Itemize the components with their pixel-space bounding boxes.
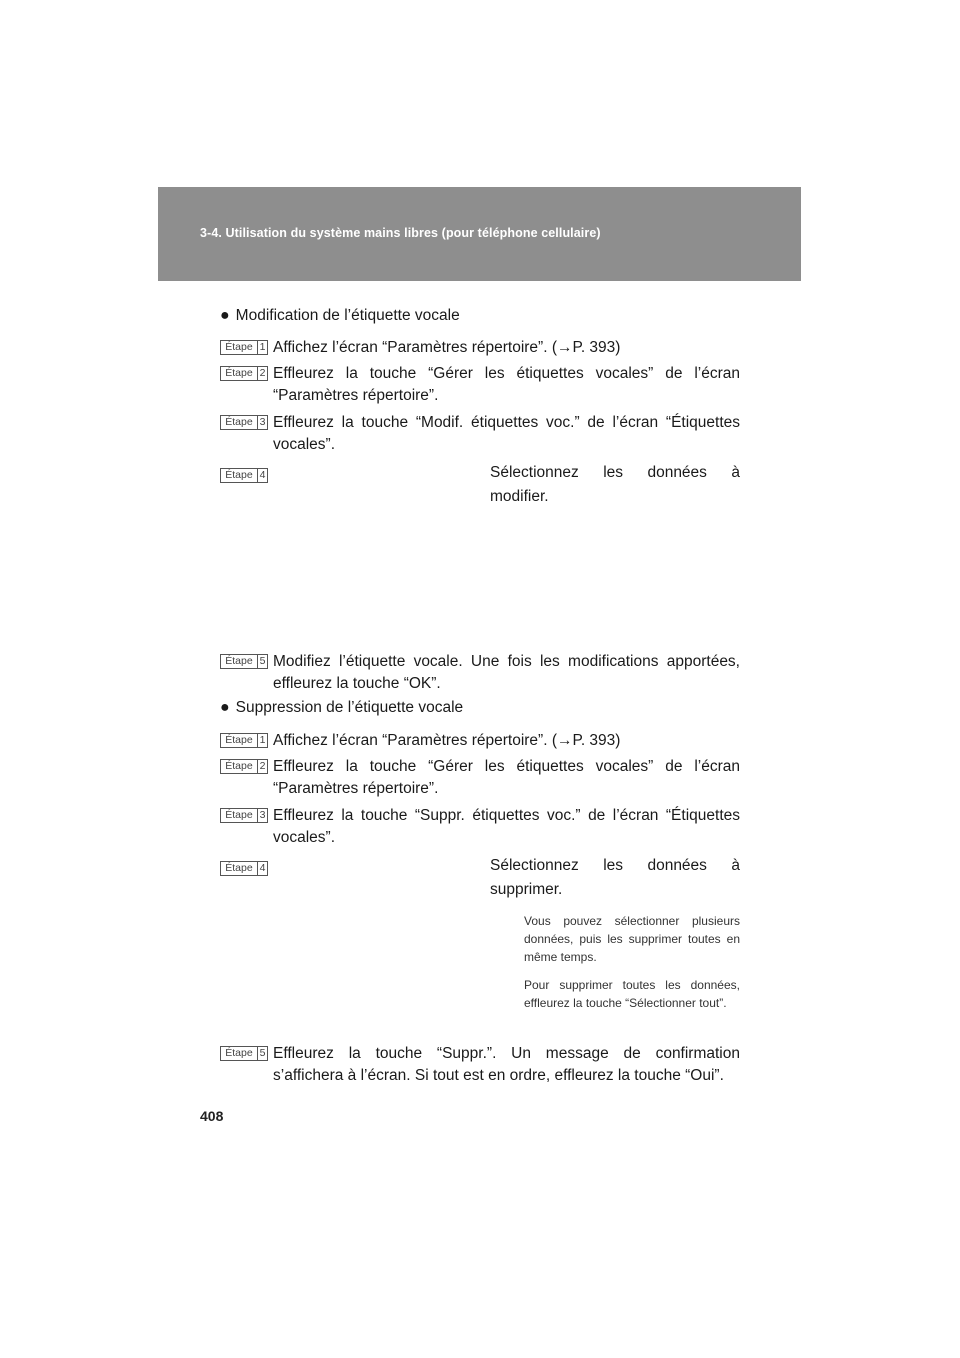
step-badge-number: 2 <box>259 760 266 772</box>
step-badge-number: 4 <box>259 469 266 481</box>
step-text: Affichez l’écran “Paramètres répertoire”. (→P. 393) <box>273 339 621 356</box>
section-title: 3-4. Utilisation du système mains libres (pour téléphone cellulaire) <box>200 226 601 240</box>
step-badge-number: 2 <box>259 367 266 379</box>
modify-heading <box>220 305 460 327</box>
step-badge-label: Étape <box>221 1047 258 1060</box>
step-badge-number: 1 <box>259 341 266 353</box>
modify-heading-text: Modification de l’étiquette vocale <box>235 307 460 324</box>
step-text: Effleurez la touche “Modif. étiquettes voc.” de l’écran “Étiquettes vocales”. <box>273 414 740 453</box>
delete-heading-text: Suppression de l’étiquette vocale <box>235 699 464 716</box>
step-badge <box>220 759 268 774</box>
step-badge-label: Étape <box>221 862 258 875</box>
step-badge <box>220 861 268 876</box>
bullet-icon: ● <box>220 699 230 716</box>
step-badge-number: 5 <box>259 655 266 667</box>
step-text: Modifiez l’étiquette vocale. Une fois les modifications apportées, effleurez la touche “OK”. <box>273 653 740 692</box>
step-text: Affichez l’écran “Paramètres répertoire”. (→P. 393) <box>273 732 621 749</box>
step-text: Sélectionnez les données à supprimer. <box>490 857 740 898</box>
step-badge-label: Étape <box>221 655 258 668</box>
note-text: Pour supprimer toutes les données, effleurez la touche “Sélectionner tout”. <box>524 978 740 1010</box>
step-badge-label: Étape <box>221 416 258 429</box>
page-number: 408 <box>200 1108 224 1124</box>
step-text: Effleurez la touche “Suppr.”. Un message de confirmation s’affichera à l’écran. Si tout est en ordre, effleurez la touche “Oui”. <box>273 1045 740 1084</box>
step-text: Effleurez la touche “Gérer les étiquettes vocales” de l’écran “Paramètres répertoire”. <box>273 758 740 797</box>
step-text: Effleurez la touche “Gérer les étiquettes vocales” de l’écran “Paramètres répertoire”. <box>273 365 740 404</box>
bullet-icon: ● <box>220 307 230 324</box>
step-badge <box>220 468 268 483</box>
section-header <box>158 187 801 281</box>
step-badge-label: Étape <box>221 809 258 822</box>
step-badge <box>220 1046 268 1061</box>
step-badge <box>220 340 268 355</box>
step-badge-number: 4 <box>259 862 266 874</box>
step-text: Effleurez la touche “Suppr. étiquettes voc.” de l’écran “Étiquettes vocales”. <box>273 807 740 846</box>
step-badge <box>220 415 268 430</box>
step-badge <box>220 808 268 823</box>
step-badge-label: Étape <box>221 734 258 747</box>
step-badge-number: 3 <box>259 809 266 821</box>
step-badge-number: 3 <box>259 416 266 428</box>
step-badge-label: Étape <box>221 341 258 354</box>
step-badge-label: Étape <box>221 367 258 380</box>
step-text: Sélectionnez les données à modifier. <box>490 464 740 505</box>
step-badge <box>220 654 268 669</box>
step-badge-label: Étape <box>221 760 258 773</box>
step-badge-number: 1 <box>259 734 266 746</box>
step-badge-number: 5 <box>259 1047 266 1059</box>
step-badge <box>220 366 268 381</box>
delete-heading <box>220 697 463 719</box>
step-badge-label: Étape <box>221 469 258 482</box>
note-text: Vous pouvez sélectionner plusieurs données, puis les supprimer toutes en même temps. <box>524 914 740 964</box>
step-badge <box>220 733 268 748</box>
